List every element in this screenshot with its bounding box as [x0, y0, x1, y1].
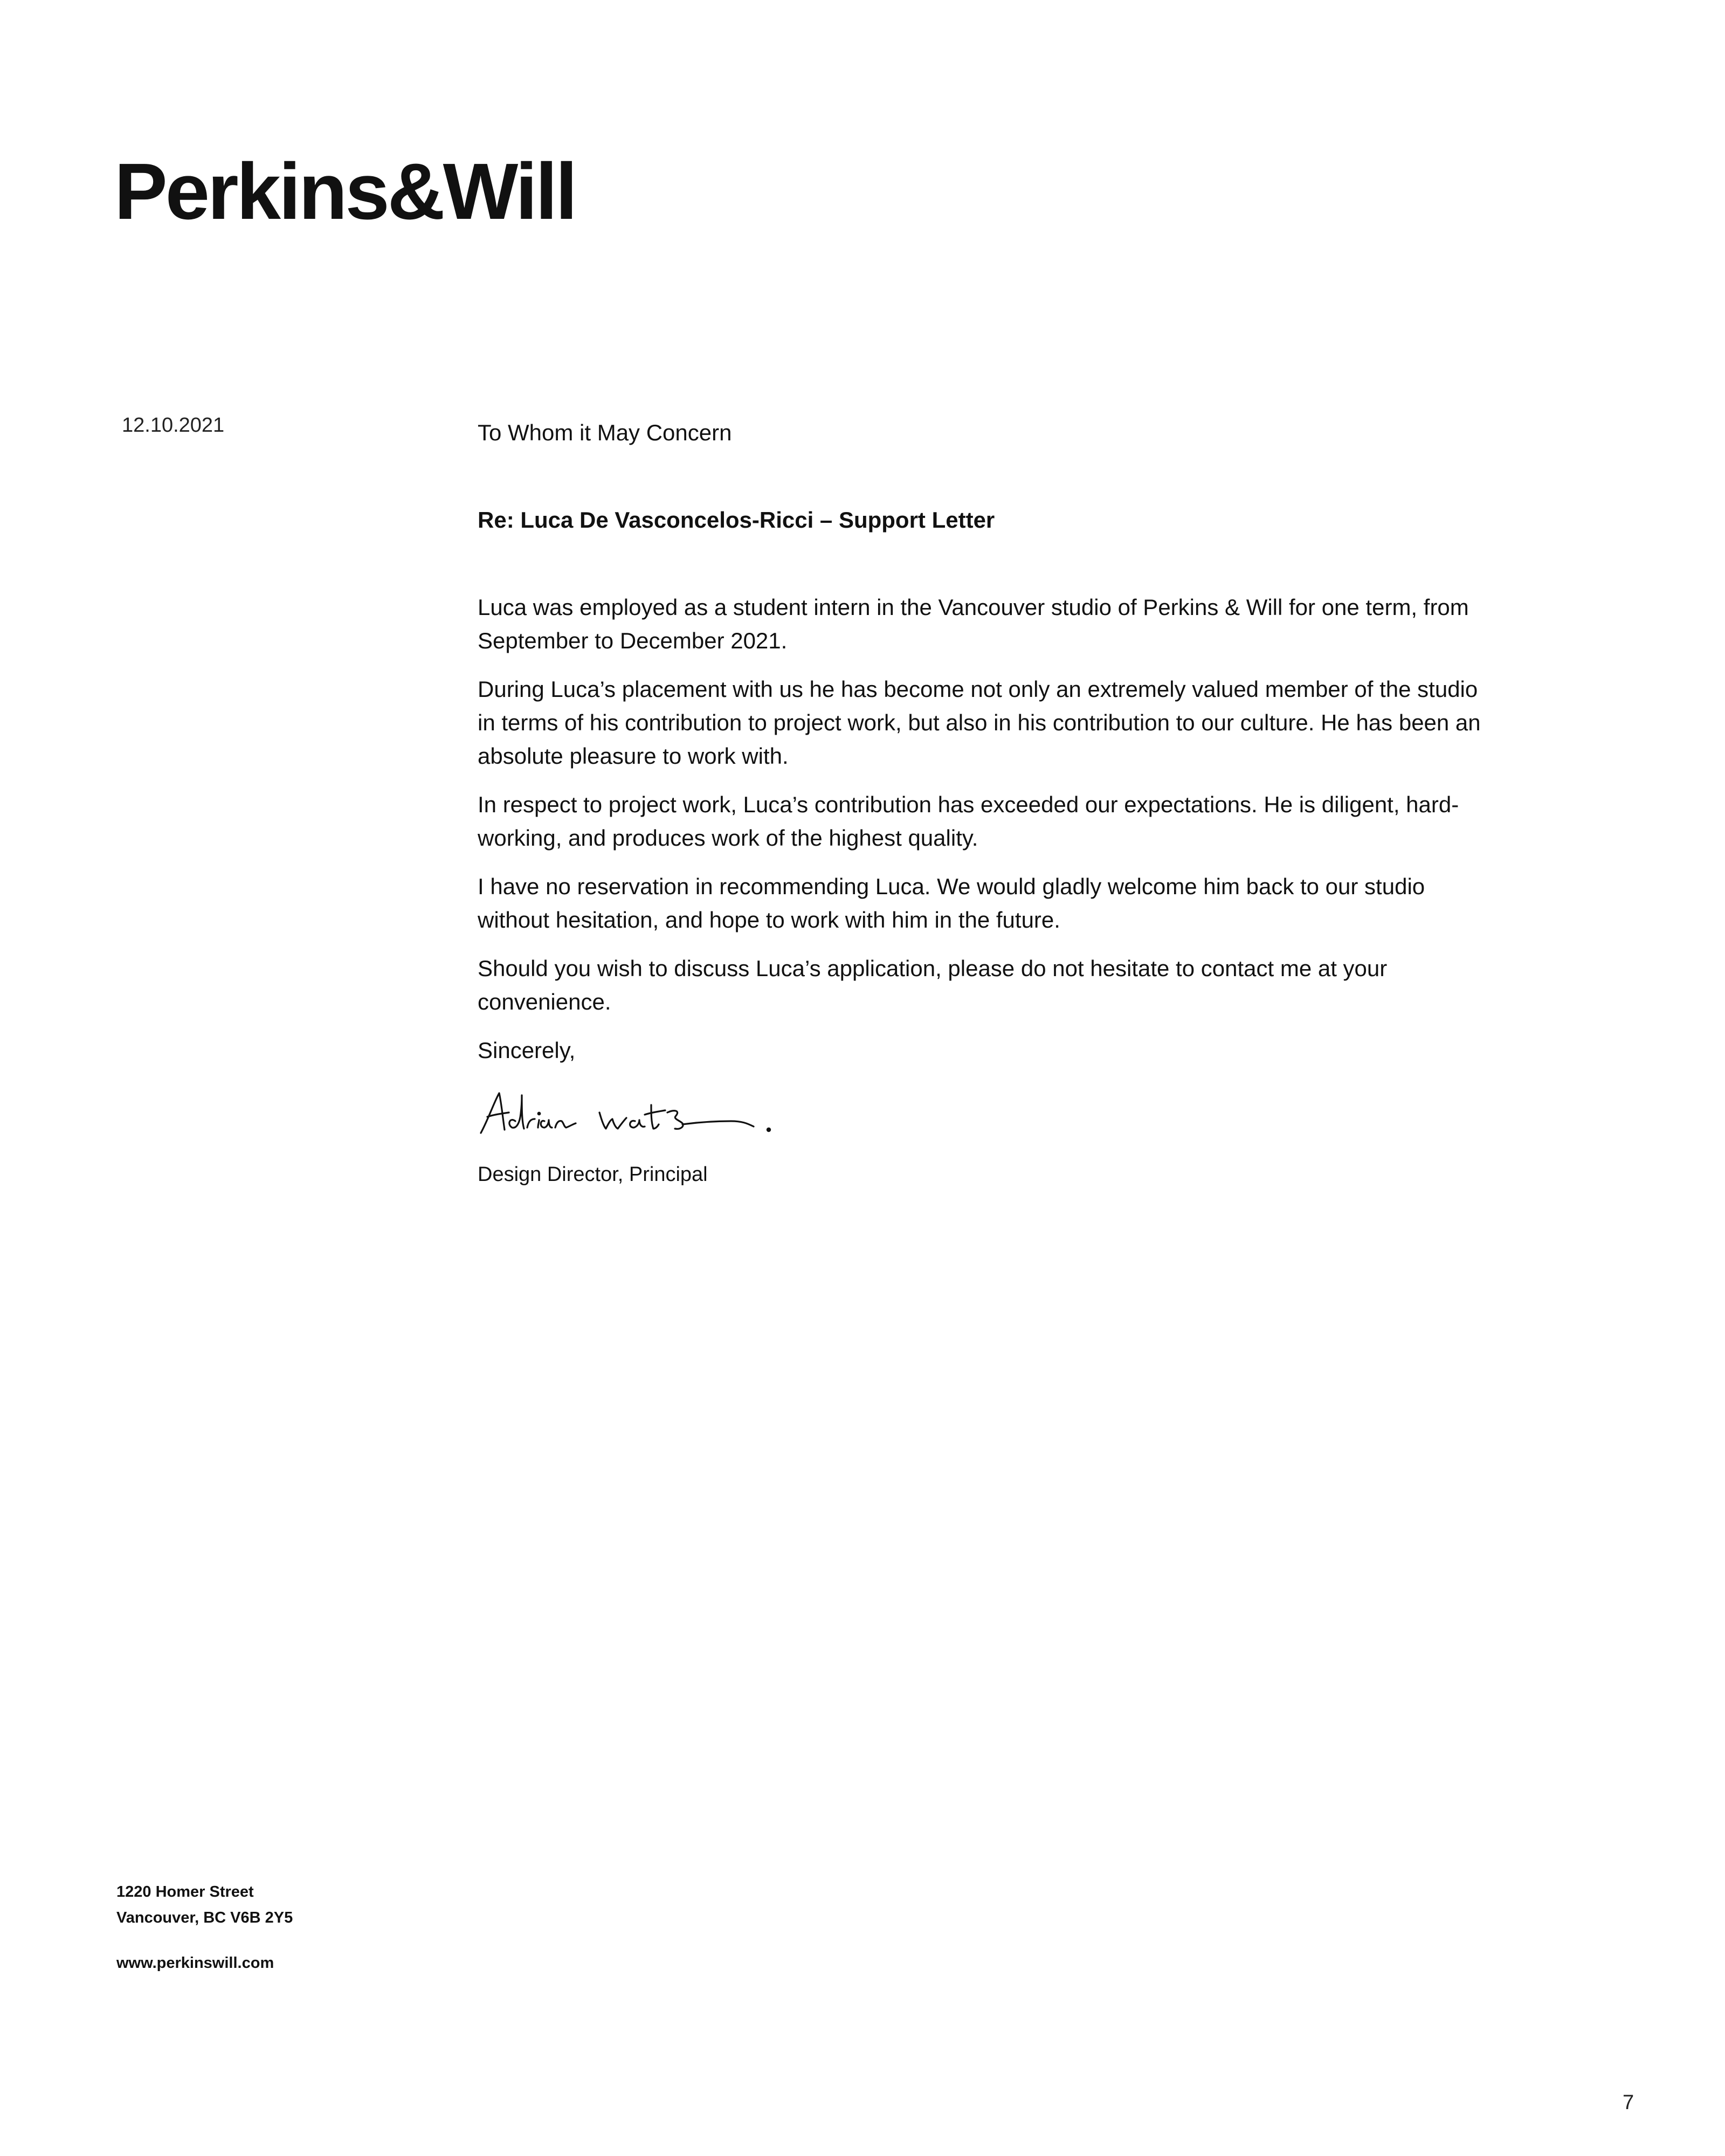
paragraph-3: In respect to project work, Luca’s contribution has exceeded our expectations. He is diligent, hard-working, and produces work of the highest quality. — [478, 792, 1459, 851]
paragraph-2: During Luca’s placement with us he has become not only an extremely valued member of the studio in terms of his contribution to project work, but also in his contribution to our culture. He has been an absolute pleasure to work with. — [478, 676, 1481, 769]
company-logo: Perkins&Will — [114, 147, 576, 236]
address-line-2: Vancouver, BC V6B 2Y5 — [116, 1909, 293, 1926]
signer-title: Design Director, Principal — [478, 1163, 708, 1186]
page-number: 7 — [1623, 2091, 1634, 2114]
salutation: To Whom it May Concern — [478, 420, 732, 445]
address-line-1: 1220 Homer Street — [116, 1883, 254, 1901]
letter-body — [478, 416, 1491, 1188]
website-link[interactable]: www.perkinswill.com — [116, 1954, 274, 1972]
subject-line: Re: Luca De Vasconcelos-Ricci – Support Letter — [478, 507, 995, 533]
paragraph-4: I have no reservation in recommending Luca. We would gladly welcome him back to our studio without hesitation, and hope to work with him in the future. — [478, 874, 1425, 932]
paragraph-1: Luca was employed as a student intern in the Vancouver studio of Perkins & Will for one term, from September to December 2021. — [478, 595, 1469, 653]
paragraph-5: Should you wish to discuss Luca’s application, please do not hesitate to contact me at your convenience. — [478, 956, 1388, 1014]
letter-date: 12.10.2021 — [122, 414, 225, 437]
footer — [116, 1879, 293, 1976]
signature-image — [478, 1081, 812, 1141]
closing: Sincerely, — [478, 1038, 576, 1063]
